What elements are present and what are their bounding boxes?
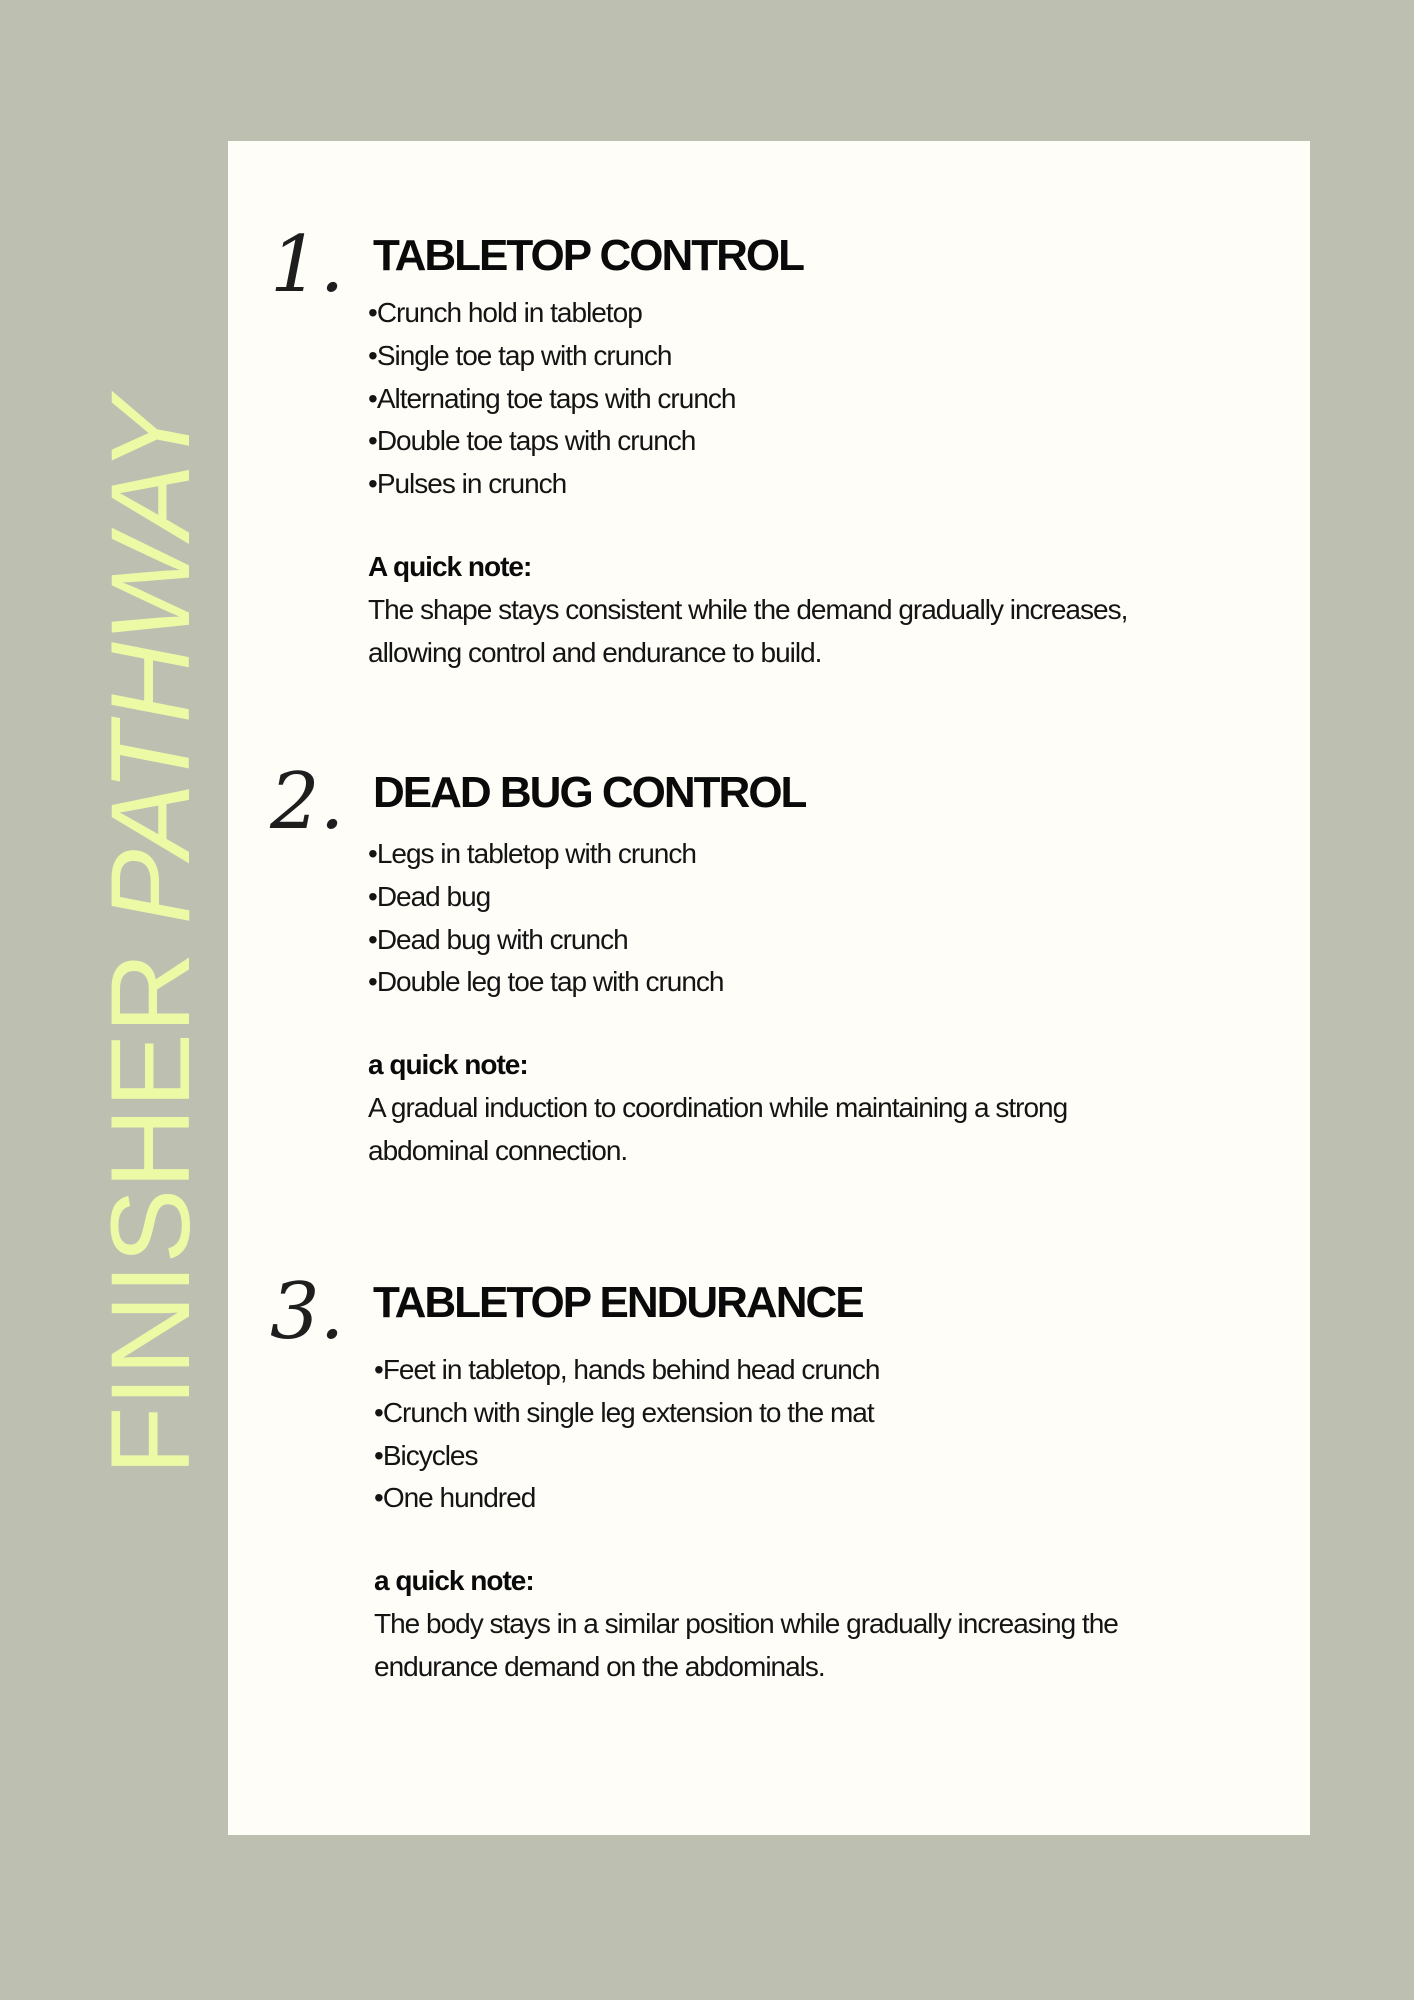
- list-item: • Crunch with single leg extension to the mat: [374, 1392, 879, 1435]
- section-heading: DEAD BUG CONTROL: [373, 768, 806, 817]
- content-card: [228, 141, 1310, 1835]
- section-number: 2.: [270, 757, 345, 847]
- list-item: • Double leg toe tap with crunch: [368, 961, 724, 1004]
- list-item: • Double toe taps with crunch: [368, 420, 735, 463]
- title-word-pathway: PATHWAY: [88, 397, 213, 925]
- list-item: • Crunch hold in tabletop: [368, 292, 735, 335]
- section-number: 1.: [270, 220, 345, 310]
- page-title: [88, 397, 213, 1475]
- exercise-list: [374, 1349, 879, 1520]
- list-item: • Pulses in crunch: [368, 463, 735, 506]
- section-heading: TABLETOP ENDURANCE: [373, 1278, 863, 1327]
- list-item: • One hundred: [374, 1477, 879, 1520]
- exercise-list: [368, 292, 735, 506]
- list-item: • Dead bug: [368, 876, 724, 919]
- list-item: • Feet in tabletop, hands behind head crunch: [374, 1349, 879, 1392]
- section-heading: TABLETOP CONTROL: [373, 231, 803, 280]
- exercise-list: [368, 833, 724, 1004]
- section-number: 3.: [270, 1267, 345, 1357]
- note-label: A quick note:: [368, 551, 532, 582]
- note-text: The body stays in a similar position while gradually increasing the endurance demand on the abdominals.: [374, 1608, 1118, 1682]
- list-item: • Bicycles: [374, 1435, 879, 1478]
- note-text: A gradual induction to coordination while maintaining a strong abdominal connection.: [368, 1092, 1068, 1166]
- note-text: The shape stays consistent while the demand gradually increases, allowing control and endurance to build.: [368, 594, 1128, 668]
- note-label: a quick note:: [374, 1565, 534, 1596]
- list-item: • Alternating toe taps with crunch: [368, 378, 735, 421]
- list-item: • Dead bug with crunch: [368, 919, 724, 962]
- note-label: a quick note:: [368, 1049, 528, 1080]
- list-item: • Single toe tap with crunch: [368, 335, 735, 378]
- list-item: • Legs in tabletop with crunch: [368, 833, 724, 876]
- title-word-finisher: FINISHER: [88, 952, 213, 1475]
